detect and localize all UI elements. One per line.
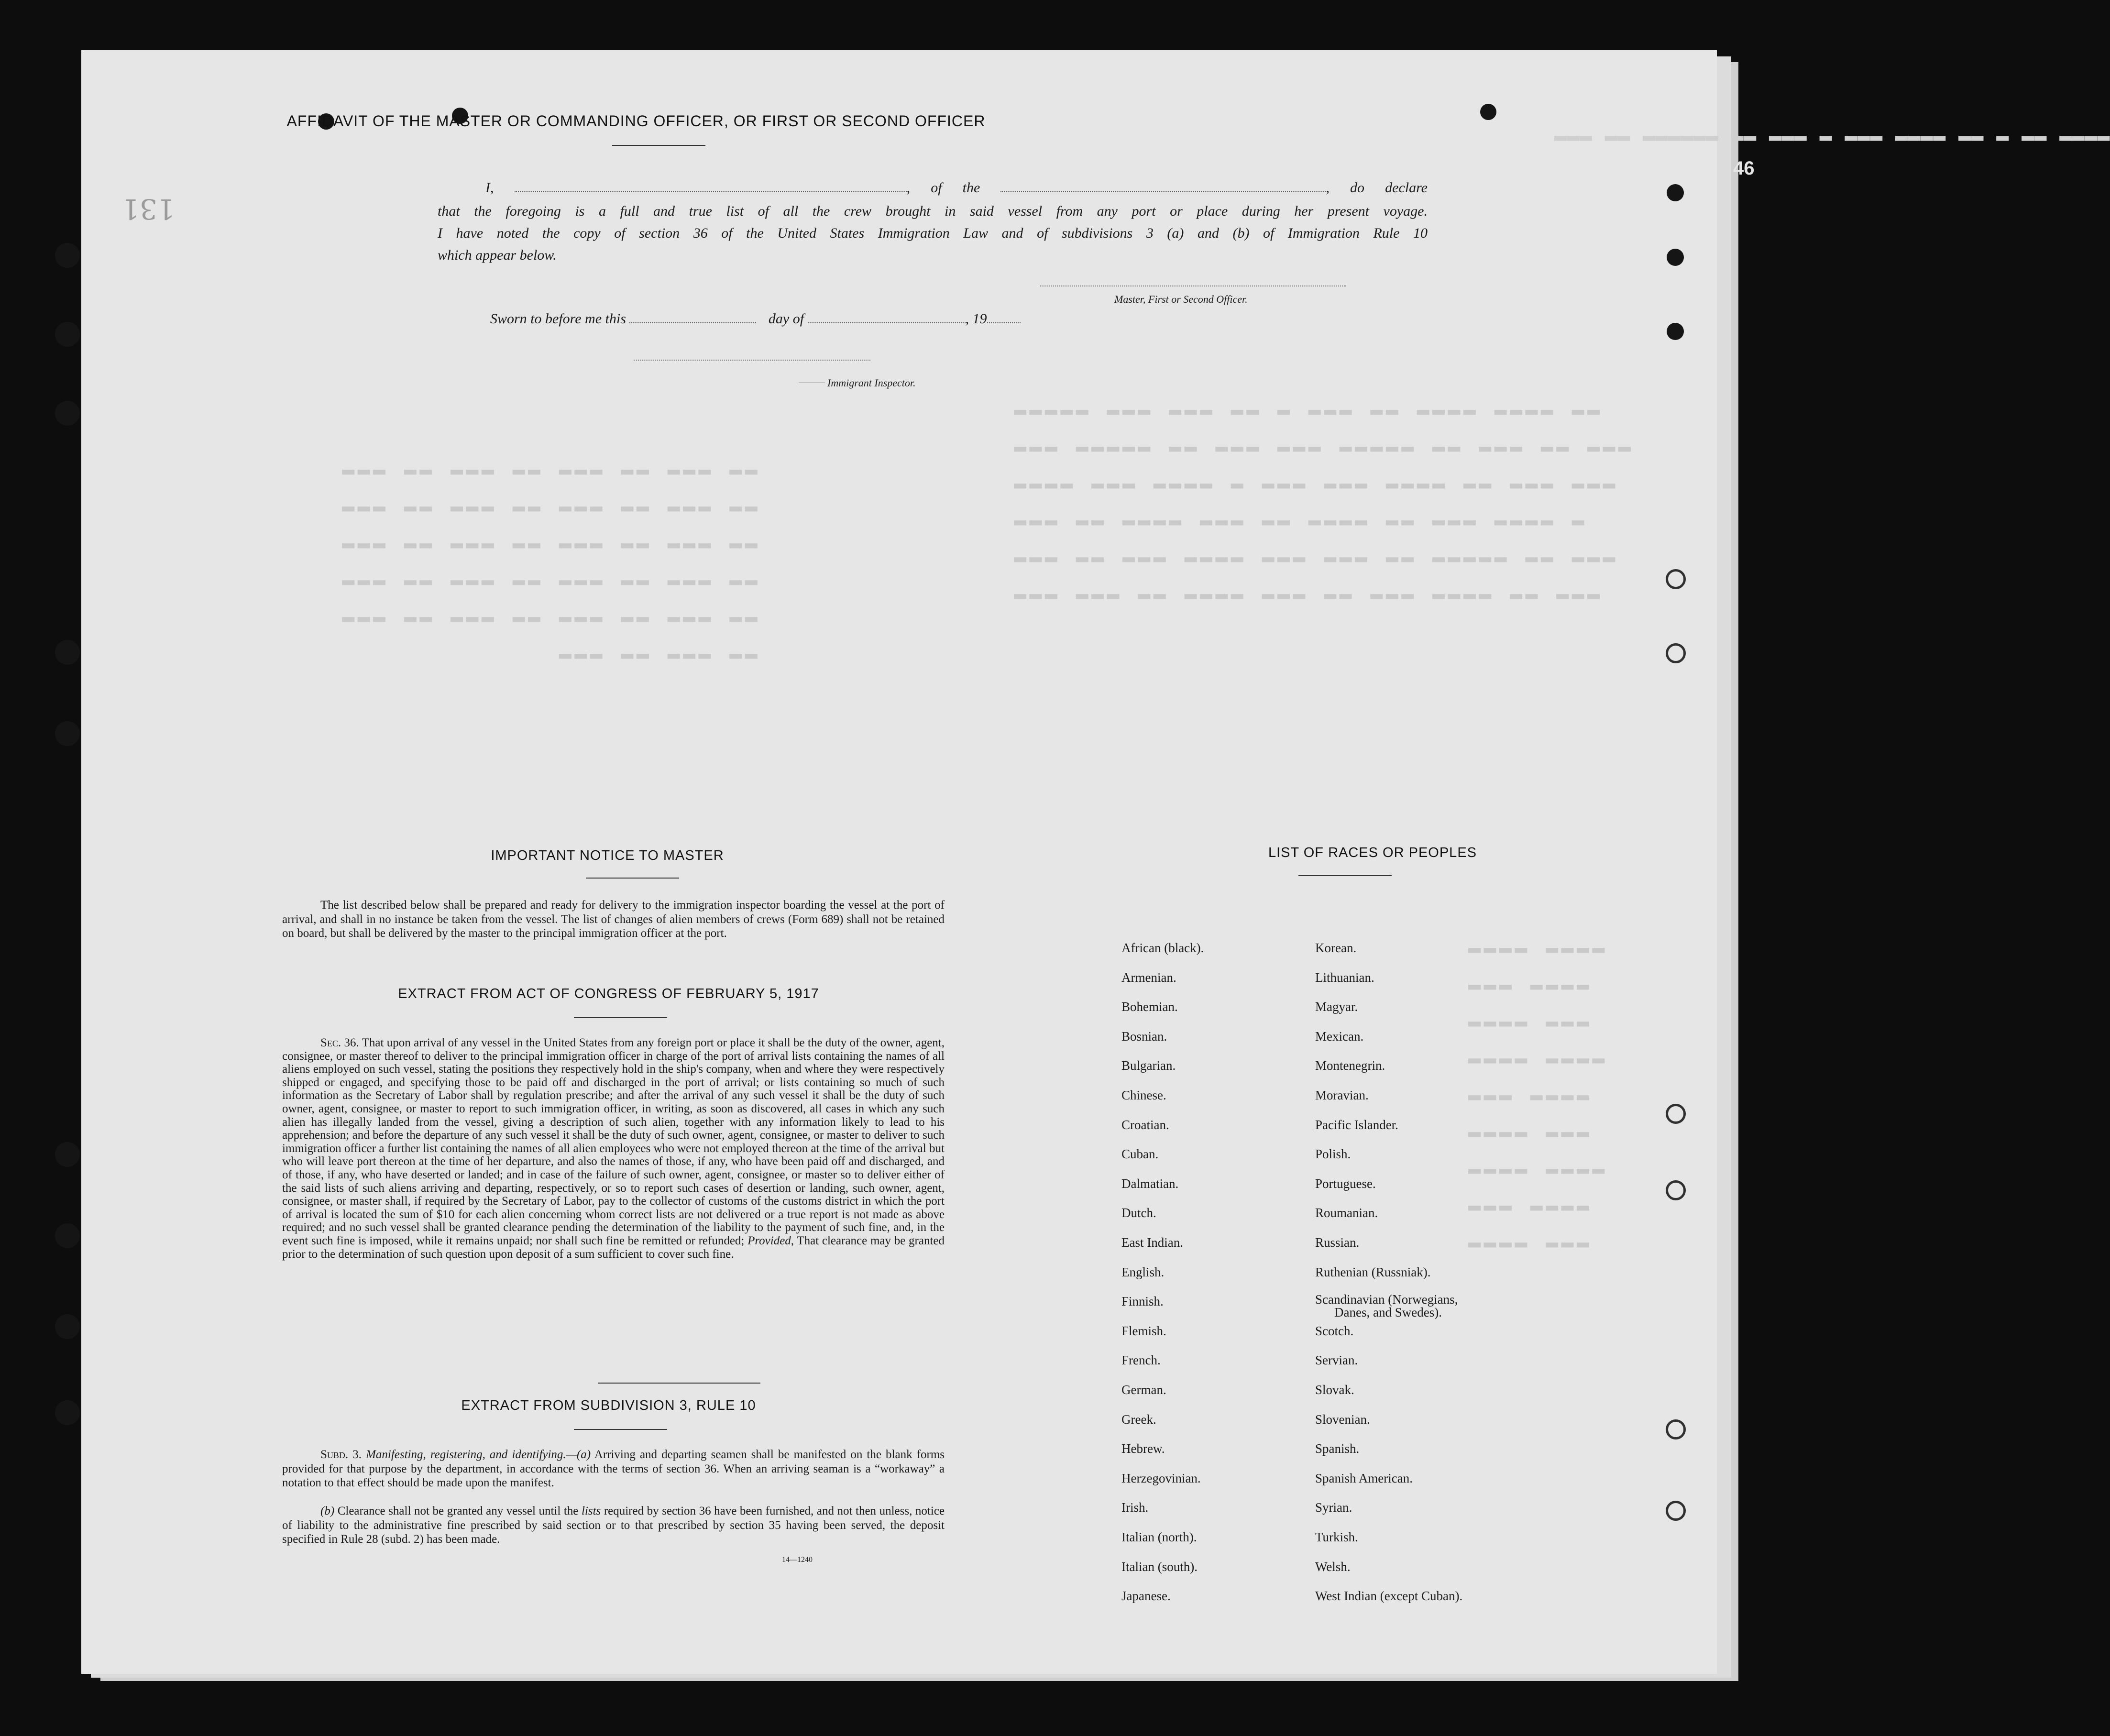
race-item: Servian. (1315, 1353, 1358, 1368)
extract-act-text (282, 1036, 945, 1261)
race-item: Polish. (1315, 1147, 1351, 1162)
punch-hole (1666, 643, 1686, 663)
race-item: Welsh. (1315, 1559, 1351, 1574)
race-item: Turkish. (1315, 1530, 1358, 1544)
punch-hole (55, 401, 80, 426)
divider (598, 1383, 760, 1384)
margin-number: 131 (122, 193, 175, 225)
punch-hole (1480, 104, 1496, 120)
vessel-name-field[interactable] (1000, 191, 1326, 192)
sworn-month-field[interactable] (808, 322, 966, 323)
punch-hole (1666, 1419, 1686, 1439)
race-item: Bulgarian. (1121, 1058, 1176, 1073)
form-number: 14—1240 (782, 1556, 813, 1564)
punch-hole (55, 721, 80, 746)
race-item: English. (1121, 1264, 1165, 1279)
race-item: Portuguese. (1315, 1176, 1376, 1191)
divider (612, 145, 705, 146)
affidavit-of-the-label: , of the (906, 180, 980, 196)
affidavit-line-3: I have noted the copy of section 36 of the United States Immigration Law and of subdivisions 3 (a) and (b) of Immigration Rule 10 (438, 225, 1428, 241)
race-item: Korean. (1315, 941, 1357, 955)
race-item: Italian (north). (1121, 1530, 1197, 1544)
race-item: Slovenian. (1315, 1412, 1370, 1427)
punch-hole (55, 243, 80, 268)
race-item: Scotch. (1315, 1323, 1354, 1338)
race-item: Bosnian. (1121, 1029, 1167, 1044)
race-item: Magyar. (1315, 1000, 1358, 1014)
provided-label: Provided, (747, 1234, 794, 1247)
punch-hole (55, 1223, 80, 1248)
divider (574, 1017, 667, 1018)
officer-name-field[interactable] (515, 191, 907, 192)
race-item: Japanese. (1121, 1589, 1171, 1604)
punch-hole (55, 1314, 80, 1339)
race-item: Dalmatian. (1121, 1176, 1179, 1191)
extract-rule-text-b (282, 1504, 945, 1547)
race-item: Moravian. (1315, 1088, 1369, 1102)
affidavit-i-label: I, (485, 180, 494, 196)
punch-hole (55, 322, 80, 347)
section-36-text-end: That clearance may be granted prior to the determination of such question upon deposit of a sum sufficient to cover such fine. (282, 1234, 945, 1261)
punch-hole (1667, 184, 1684, 201)
race-item: Montenegrin. (1315, 1058, 1385, 1073)
year-label: , 19 (965, 311, 987, 327)
clause-b-text-1: Clearance shall not be granted any vessel until the (337, 1505, 579, 1517)
punch-hole (1667, 249, 1684, 266)
race-item: Croatian. (1121, 1117, 1169, 1132)
notice-text: The list described below shall be prepared and ready for delivery to the immigration inspector boarding the vessel at the port of arrival, and shall in no instance be taken from the vessel. The list of changes of alien members of crews (Form 689) shall not be retained on board, but shall be delivered by the master to the principal immigration officer at the port. (282, 899, 945, 940)
race-item: Syrian. (1315, 1500, 1352, 1515)
inspector-signature-field[interactable] (634, 359, 870, 361)
race-item: Scandinavian (Norwegians, Danes, and Swedes). (1315, 1292, 1458, 1320)
day-of-label: day of (768, 311, 804, 327)
race-item: West Indian (except Cuban). (1315, 1589, 1463, 1604)
affidavit-declare-label: , do declare (1326, 180, 1428, 196)
clause-a-text: Arriving and departing seamen shall be manifested on the blank forms provided for that purpose by the department, in accordance with the terms of section 36. When an arriving seaman is a “workaway” a notation to that effect should be made upon the manifest. (282, 1448, 945, 1489)
manifest-page: ▬▬▬ ▬▬ ▬▬▬▬▬▬ ▬▬ ▬▬▬ ▬ ▬▬▬ ▬▬▬▬ ▬▬ ▬ ▬▬ ▬▬▬▬ ▬▬▬▬▬ ▬▬▬ ▬▬▬ ▬▬ ▬ ▬▬▬ ▬▬ ▬▬▬▬ ▬▬▬▬ ▬▬ ▬▬▬ ▬▬▬▬▬ ▬▬ ▬▬▬ ▬▬▬ ▬▬▬▬▬ ▬▬ ▬▬▬ ▬▬ ▬▬▬ ▬▬▬▬ ▬▬▬ ▬▬▬▬ ▬ ▬▬▬ ▬▬▬ ▬▬▬▬ ▬▬ ▬▬▬ ▬▬▬ ▬▬▬ ▬▬ ▬▬▬▬ ▬▬▬ ▬▬ ▬▬▬▬ ▬▬ ▬▬▬ ▬▬▬▬ ▬ ▬▬▬ ▬▬ ▬▬▬ ▬▬▬▬ ▬▬▬ ▬▬▬ ▬▬ ▬▬▬▬▬ ▬▬ ▬▬▬ ▬▬▬ ▬▬▬ ▬▬ ▬▬▬▬ ▬▬▬ ▬▬ ▬▬▬ ▬▬▬▬ ▬▬ ▬▬▬ ▬▬▬ ▬▬ ▬▬▬ ▬▬ ▬▬▬ ▬▬ ▬▬▬ ▬▬ ▬▬▬ ▬▬ ▬▬▬ ▬▬ ▬▬▬ ▬▬ ▬▬▬ ▬▬ ▬▬▬ ▬▬ ▬▬▬ ▬▬ ▬▬▬ ▬▬ ▬▬▬ ▬▬ ▬▬▬ ▬▬ ▬▬▬ ▬▬ ▬▬▬ ▬▬ ▬▬▬ ▬▬ ▬▬▬ ▬▬ ▬▬▬ ▬▬ ▬▬▬ ▬▬ ▬▬▬ ▬▬ ▬▬▬ ▬▬ ▬▬▬ ▬▬ ▬▬▬▬ ▬▬▬▬ ▬▬▬ ▬▬▬▬ ▬▬▬▬ ▬▬▬ ▬▬▬▬ ▬▬▬▬ ▬▬▬ ▬▬▬▬ ▬▬▬▬ ▬▬▬ ▬▬▬▬ ▬▬▬▬ ▬▬▬ ▬▬▬▬ ▬▬▬▬ ▬▬▬ 131 AFFIDAVIT OF THE MASTER OR COMMANDING OFFICER, OR FIRST OR SECOND OFFICER I, , of the , do declare that the foregoing is a full and true list of all the crew brought in said vessel from any port or place during her present voyage. I have noted the copy of section 36 of the United States Immigration Law and of subdivisions 3 (a) and (b) of Immigration Rule 10 which appear below. Master, First or Second Officer. Sworn to before me this day of , 19 Immigrant Inspector. IMPORTANT NOTICE TO MASTER The list described below shall be prepared and ready for delivery to the immigration inspector boarding the vessel at the port of arrival, and shall in no instance be taken from the vessel. The list of changes of alien members of crews (Form 689) shall not be retained on board, but shall be delivered by the master to the principal immigration officer at the port. EXTRACT FROM ACT OF CONGRESS OF FEBRUARY 5, 1917 Sec. 36. That upon arrival of any vessel in the United States from any foreign port or place it shall be the duty of the owner, agent, consignee, or master thereof to deliver to the principal immigration officer in charge of the port of arrival lists containing the names of all aliens employed on such vessel, stating the positions they respectively hold in the ship's company, when and where they were respectively shipped or engaged, and specifying those to be paid off and discharged in the port of arrival; or lists containing so much of such information as the Secretary of Labor shall by regulation prescribe; and after the arrival of any such vessel it shall be the duty of such owner, agent, consignee, or master to report to such immigration officer, in writing, as soon as discovered, all cases in which any such alien has illegally landed from the vessel, giving a description of such alien, together with any information likely to lead to his apprehension; and before the departure of any such vessel it shall be the duty of such owner, agent, consignee, or master to deliver to such immigration officer a further list containing the names of all alien employees who were not employed thereon at the time of the arrival but who will leave port thereon at the time of her departure, and also the names of those, if any, who have been paid off and discharged, and of those, if any, who have deserted or landed; and in case of the failure of such owner, agent, consignee, or master so to deliver either of the said lists of such aliens arriving and departing, respectively, or so to report such cases of desertion or landing, such owner, agent, consignee, or master shall, if required by the Secretary of Labor, pay to the collector of customs of the customs district in which the port of arrival is located the sum of $10 for each alien concerning whom correct lists are not delivered or a true report is not made as above required; and no such vessel shall be granted clearance pending the determination of the liability to the payment of such fine, and, in the event such fine is imposed, while it remains unpaid; nor shall such fine be remitted or refunded; Provided, That clearance may be granted prior to the determination of such question upon deposit of a sum sufficient to cover such fine. EXTRACT FROM SUBDIVISION 3, RULE 10 Subd. 3. Manifesting, registering, and identifying.—(a) Arriving and departing seamen shall be manifested on the blank forms provided for that purpose by the department, in accordance with the terms of section 36. When an arriving seaman is a “workaway” a notation to that effect should be made upon the manifest. (b) Clearance shall not be granted any vessel until the lists required by section 36 have been furnished, and not then unless, notice of liability to the administrative fine prescribed by said section or to that prescribed by section 35 having been served, the deposit specified in Rule 28 (subd. 2) has been made. 14—1240 LIST OF RACES OR PEOPLES African (black). Armenian. Bohemian. Bosnian. Bulgarian. Chinese. Croatian. Cuban. Dalmatian. Dutch. East Indian. English. Finnish. Flemish. French. German. Greek. Hebrew. Herzegovinian. Irish. Italian (north). Italian (south). Japanese. Korean. Lithuanian. Magyar. Mexican. Montenegrin. Moravian. Pacific Islander. Polish. Portuguese. Roumanian. Russian. Ruthenian (Russniak). Scandinavian (Norwegians, Danes, and Swedes). Scotch. Servian. Slovak. Slovenian. Spanish. Spanish American. Syrian. Turkish. Welsh. West Indian (except Cuban). (81, 50, 1717, 1674)
clause-b-label: (b) (320, 1505, 335, 1517)
race-item: Cuban. (1121, 1147, 1159, 1162)
margin-mark: 46 (1733, 158, 1755, 179)
clause-a-label: —(a) (566, 1448, 591, 1461)
race-item: Pacific Islander. (1315, 1117, 1398, 1132)
affidavit-line-2: that the foregoing is a full and true list of all the crew brought in said vessel from any port or place during her present voyage. (438, 203, 1428, 219)
clause-b-text-2: required by section 36 have been furnished, and not then unless, notice of liability to the administrative fine prescribed by said section or to that prescribed by section 35 having been served, the deposit specified in Rule 28 (subd. 2) has been made. (282, 1505, 945, 1546)
affidavit-line-4: which appear below. (438, 247, 557, 263)
section-label: Sec. 36. (320, 1036, 359, 1049)
race-item: Herzegovinian. (1121, 1471, 1201, 1485)
sworn-line (490, 311, 1021, 327)
race-item: Dutch. (1121, 1206, 1156, 1220)
race-item: Finnish. (1121, 1294, 1164, 1309)
race-item: Lithuanian. (1315, 970, 1374, 985)
section-36-text: That upon arrival of any vessel in the United States from any foreign port or place it shall be the duty of the owner, agent, consignee, or master thereof to deliver to the principal immigration officer in charge of the port of arrival lists containing the names of all aliens employed on such vessel, stating the positions they respectively hold in the ship's company, when and where they were respectively shipped or engaged, and specifying those to be paid off and discharged in the port of arrival; or lists containing so much of such information as the Secretary of Labor shall by regulation prescribe; and after the arrival of any such vessel it shall be the duty of such owner, agent, consignee, or master to report to such immigration officer, in writing, as soon as discovered, all cases in which any such alien has illegally landed from the vessel, giving a description of such alien, together with any information likely to lead to his apprehension; and before the departure of any such vessel it shall be the duty of such owner, agent, consignee, or master to deliver to such immigration officer a further list containing the names of all alien employees who were not employed thereon at the time of the arrival but who will leave port thereon at the time of her departure, and also the names of those, if any, who have been paid off and discharged, and of those, if any, who have deserted or landed; and in case of the failure of such owner, agent, consignee, or master so to deliver either of the said lists of such aliens arriving and departing, respectively, or so to report such cases of desertion or landing, such owner, agent, consignee, or master shall, if required by the Secretary of Labor, pay to the collector of customs of the customs district in which the port of arrival is located the sum of $10 for each alien concerning whom correct lists are not delivered or a true report is not made as above required; and no such vessel shall be granted clearance pending the determination of the liability to the payment of such fine, and, in the event such fine is imposed, while it remains unpaid; nor shall such fine be remitted or refunded; (282, 1036, 945, 1247)
punch-hole (55, 1142, 80, 1167)
race-item: Spanish American. (1315, 1471, 1413, 1485)
race-item: Hebrew. (1121, 1441, 1165, 1456)
races-title: LIST OF RACES OR PEOPLES (1268, 845, 1477, 860)
divider (586, 878, 679, 879)
race-item: Roumanian. (1315, 1206, 1378, 1220)
punch-hole (1666, 1104, 1686, 1124)
sworn-day-field[interactable] (629, 322, 756, 323)
punch-hole (1666, 569, 1686, 589)
race-item: Mexican. (1315, 1029, 1364, 1044)
race-item: Slovak. (1315, 1383, 1354, 1397)
race-item: Irish. (1121, 1500, 1149, 1515)
race-item: French. (1121, 1353, 1161, 1368)
divider (574, 1429, 667, 1430)
race-item: Greek. (1121, 1412, 1156, 1427)
race-item: Spanish. (1315, 1441, 1360, 1456)
race-item: Armenian. (1121, 970, 1176, 985)
punch-hole (55, 1400, 80, 1425)
officer-signature-field[interactable] (1040, 285, 1346, 286)
race-item: Italian (south). (1121, 1559, 1198, 1574)
race-item: East Indian. (1121, 1235, 1183, 1250)
affidavit-title: AFFIDAVIT OF THE MASTER OR COMMANDING OFFICER, OR FIRST OR SECOND OFFICER (286, 112, 986, 130)
race-item: Ruthenian (Russniak). (1315, 1264, 1431, 1279)
clause-b-lists: lists (581, 1505, 601, 1517)
extract-rule-title: EXTRACT FROM SUBDIVISION 3, RULE 10 (461, 1398, 756, 1413)
punch-hole (1667, 323, 1684, 340)
punch-hole (1666, 1501, 1686, 1521)
sworn-year-field[interactable] (987, 322, 1021, 323)
race-item: African (black). (1121, 941, 1204, 955)
race-item: Bohemian. (1121, 1000, 1178, 1014)
race-item: Flemish. (1121, 1323, 1166, 1338)
officer-signature-caption: Master, First or Second Officer. (1114, 293, 1248, 305)
affidavit-body (438, 176, 1428, 266)
extract-act-title: EXTRACT FROM ACT OF CONGRESS OF FEBRUARY 5, 1917 (398, 986, 819, 1001)
sworn-label: Sworn to before me this (490, 311, 626, 327)
subdivision-label: Subd. 3. (320, 1448, 362, 1461)
race-item: German. (1121, 1383, 1166, 1397)
divider (1298, 875, 1392, 876)
race-item: Russian. (1315, 1235, 1360, 1250)
punch-hole (1666, 1180, 1686, 1200)
notice-title: IMPORTANT NOTICE TO MASTER (491, 848, 724, 863)
inspector-caption: Immigrant Inspector. (827, 377, 916, 389)
subdivision-heading: Manifesting, registering, and identifying. (366, 1448, 566, 1461)
extract-rule-text (282, 1448, 945, 1490)
punch-hole (55, 640, 80, 665)
race-item: Chinese. (1121, 1088, 1166, 1102)
